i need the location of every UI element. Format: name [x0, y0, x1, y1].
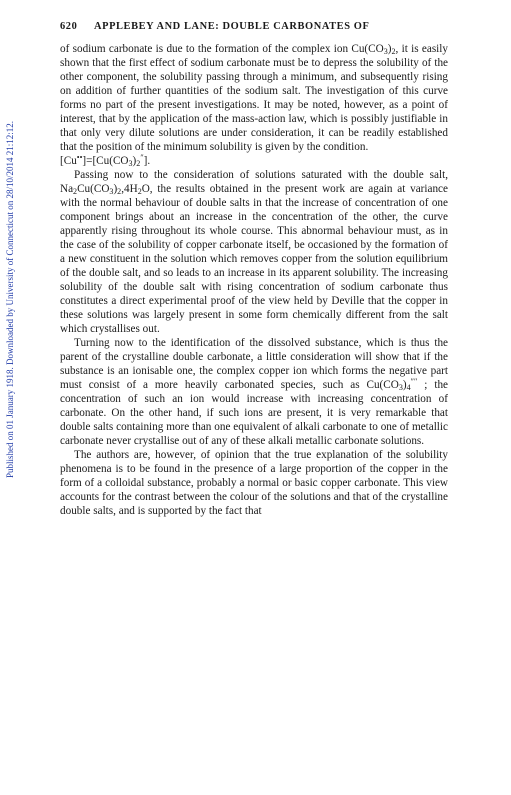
paragraph-4: The authors are, however, of opinion that the true explanation of the solubility phenomena is to be found in the presence of a large proportion of the copper in the form of a colloidal substance, probably a normal or basic copper carbonate. This view accounts for the contrast between the colour of the solutions and that of the crystalline double salts, and is supported by the fact that: [60, 449, 448, 517]
download-watermark: Published on 01 January 1918. Downloaded by University of Connecticut on 28/10/2014 21:12:12.: [5, 121, 15, 479]
minimum-solubility-equation: $[Cu^{••}]=[Cu(CO_3)_2'']$.: [60, 152, 151, 169]
paragraph-1: of sodium carbonate is due to the formation of the complex ion $Cu(CO_3)_2$, it is easily shown that the first effect of sodium carbonate must be to depress the solubility of the other component, the solubility passing through a minimum, and subsequently rising on addition of further quantities of the sodium salt. The investigation of this curve forms no part of the present investigations. It may be noted, however, as a point of interest, that by the application of the mass-action law, which is possibly justifiable in that only very dilute solutions are under consideration, it can be readily established that the position of the minimum solubility is given by the condition.: [60, 43, 448, 153]
paragraph-3: Turning now to the identification of the dissolved substance, which is thus the parent of the crystalline double carbonate, a little consideration will show that if the substance is an ionisable one, the complex copper ion which forms the negative part must consist of a more heavily carbonated species, such as $Cu(CO_3)_4''''$ ; the concentration of such an ion would increase with increasing concentration of carbonate. On the other hand, if such ions are present, it is very remarkable that double salts containing more than one equivalent of alkali carbonate to one of metallic carbonate never crystallise out of any of these alkali metallic carbonate solutions.: [60, 337, 449, 447]
paragraph-2: Passing now to the consideration of solutions saturated with the double salt, $Na_2Cu(CO_3)_2,4H_2O$, the results obtained in the present work are again at variance with the normal behaviour of double salts in that the increase of concentration of one component brings about an increase in the concentration of the other, the curve apparently rising throughout its whole course. This abnormal behaviour must, as in the case of the solubility of copper carbonate itself, be occasioned by the formation of a new constituent in the solution which removes copper from the solution equilibrium of the double salt, and so leads to an increase in its apparent solubility. The increasing solubility of the double salt with rising concentration of sodium carbonate thus constitutes a direct experimental proof of the view held by Deville that the copper in these solutions was largely present in some form chemically different from the salt which crystallises out.: [60, 169, 448, 335]
page-number: 620: [60, 21, 78, 32]
article-body: [60, 42, 448, 518]
running-header: [60, 21, 460, 32]
running-title: APPLEBEY AND LANE: DOUBLE CARBONATES OF: [94, 21, 370, 32]
